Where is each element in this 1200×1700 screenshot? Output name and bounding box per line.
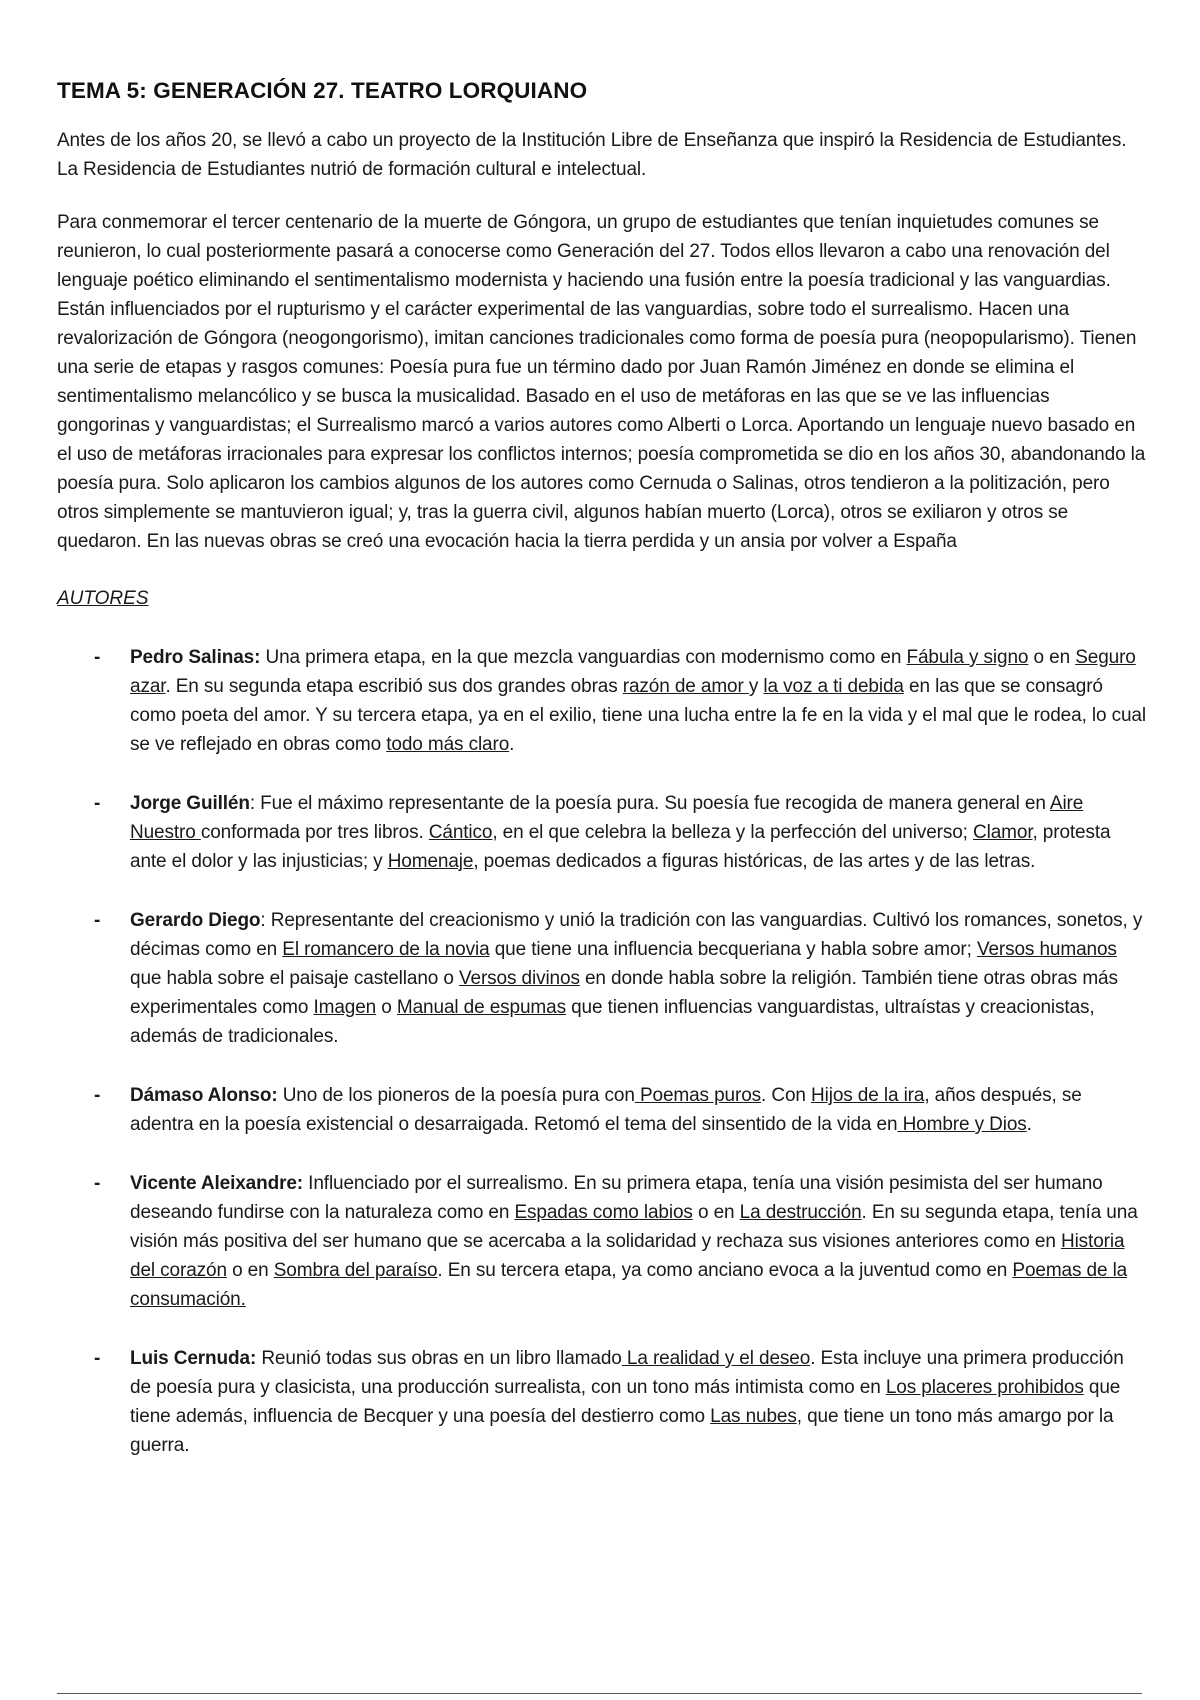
work-title: Poemas puros bbox=[634, 1085, 762, 1106]
list-bullet: - bbox=[94, 1085, 101, 1106]
author-text: que tiene una influencia becqueriana y habla sobre amor; bbox=[489, 939, 977, 960]
authors-heading: AUTORES bbox=[57, 588, 149, 609]
work-title: la voz a ti debida bbox=[763, 676, 904, 697]
work-title: Hijos de la ira bbox=[811, 1085, 925, 1106]
author-text: y bbox=[748, 676, 764, 697]
list-bullet: - bbox=[94, 1173, 101, 1194]
list-bullet: - bbox=[94, 647, 101, 668]
list-bullet: - bbox=[94, 793, 101, 814]
intro-paragraph-1: Antes de los años 20, se llevó a cabo un proyecto de la Institución Libre de Enseñanza que inspiró la Residencia de Estudiantes. La Residencia de Estudiantes nutrió de formación cultural e intelectual. bbox=[57, 130, 1127, 180]
authors-list bbox=[57, 643, 1147, 1460]
author-text: . En su segunda etapa escribió sus dos grandes obras bbox=[165, 676, 623, 697]
author-item-aleixandre bbox=[57, 1169, 1147, 1314]
author-name: Pedro Salinas: bbox=[130, 647, 261, 668]
list-bullet: - bbox=[94, 910, 101, 931]
author-text: : Representante del creacionismo y unió la tradición con las vanguardias. Cultivó los romances, sonetos, y décimas como en bbox=[130, 910, 1143, 960]
work-title: Seguro azar bbox=[130, 647, 1136, 697]
author-text: que habla sobre el paisaje castellano o bbox=[130, 968, 459, 989]
work-title: razón de amor bbox=[622, 676, 749, 697]
author-text: : Fue el máximo representante de la poesía pura. Su poesía fue recogida de manera general en bbox=[249, 793, 1050, 814]
author-text: , protesta ante el dolor y las injusticias; y bbox=[130, 822, 1111, 872]
author-text: en donde habla sobre la religión. También tiene otras obras más experimentales como bbox=[130, 968, 1118, 1018]
intro-paragraph-2: Para conmemorar el tercer centenario de la muerte de Góngora, un grupo de estudiantes que tenían inquietudes comunes se reunieron, lo cual posteriormente pasará a conocerse como Generación del 27. Todos ellos llevaron a cabo una renovación del lenguaje poético eliminando el sentimentalismo modernista y haciendo una fusión entre la poesía tradicional y las vanguardias. bbox=[57, 212, 1111, 291]
work-title: Fábula y signo bbox=[906, 647, 1029, 668]
author-item-diego bbox=[57, 906, 1147, 1051]
author-name: Jorge Guillén bbox=[130, 793, 250, 814]
author-text: , poemas dedicados a figuras históricas, de las artes y de las letras. bbox=[473, 851, 1036, 872]
author-item-cernuda bbox=[57, 1344, 1147, 1460]
work-title: Aire Nuestro bbox=[130, 793, 1084, 843]
work-title: Versos humanos bbox=[976, 939, 1117, 960]
author-text: . bbox=[1026, 1114, 1032, 1135]
author-text: Una primera etapa, en la que mezcla vanguardias con modernismo como en bbox=[260, 647, 907, 668]
author-name: Gerardo Diego bbox=[130, 910, 261, 931]
work-title: Sombra del paraíso bbox=[273, 1260, 438, 1281]
author-text: . bbox=[509, 734, 515, 755]
author-text: , años después, se adentra en la poesía existencial o desarraigada. Retomó el tema del sinsentido de la vida en bbox=[130, 1085, 1082, 1135]
document-body bbox=[57, 78, 1147, 1490]
author-name: Dámaso Alonso: bbox=[130, 1085, 278, 1106]
author-text: o en bbox=[226, 1260, 274, 1281]
work-title: Las nubes bbox=[710, 1406, 797, 1427]
intro-paragraph-3: Están influenciados por el rupturismo y el carácter experimental de las vanguardias, sobre todo el surrealismo. Hacen una revalorización de Góngora (neogongorismo), imitan canciones tradicionales como forma de poesía pura (neopopularismo). Tienen una serie de etapas y rasgos comunes: Poesía pura fue un término dado por Juan Ramón Jiménez en donde se elimina el sentimentalismo melancólico y se busca la musicalidad. Basado en el uso de metáforas en las que se ve las influencias gongorinas y vanguardistas; el Surrealismo marcó a varios autores como Alberti o Lorca. Aportando un lenguaje nuevo basado en el uso de metáforas irracionales para expresar los conflictos internos; poesía comprometida se dio en los años 30, abandonando la poesía pura. Solo aplicaron los cambios algunos de los autores como Cernuda o Salinas, otros tendieron a la politización, pero otros simplemente se mantuvieron igual; y, tras la guerra civil, algunos habían muerto (Lorca), otros se exiliaron y otros se quedaron. En las nuevas obras se creó una evocación hacia la tierra perdida y un ansia por volver a España bbox=[57, 299, 1146, 552]
author-text: que tienen influencias vanguardistas, ultraístas y creacionistas, además de tradicionales. bbox=[130, 997, 1095, 1047]
author-item-salinas bbox=[57, 643, 1147, 759]
work-title: Historia del corazón bbox=[130, 1231, 1125, 1281]
author-text: o en bbox=[1028, 647, 1076, 668]
author-item-guillen bbox=[57, 789, 1147, 876]
author-text: . En su segunda etapa, tenía una visión más positiva del ser humano que se acercaba a la solidaridad y rechaza sus visiones anteriores como en bbox=[130, 1202, 1138, 1252]
work-title: Hombre y Dios bbox=[897, 1114, 1027, 1135]
author-text: Reunió todas sus obras en un libro llamado bbox=[256, 1348, 622, 1369]
work-title: El romancero de la novia bbox=[282, 939, 490, 960]
work-title: todo más claro bbox=[386, 734, 510, 755]
author-name: Luis Cernuda: bbox=[130, 1348, 257, 1369]
work-title: Imagen bbox=[313, 997, 377, 1018]
list-bullet: - bbox=[94, 1348, 101, 1369]
author-item-alonso bbox=[57, 1081, 1147, 1139]
work-title: Homenaje bbox=[387, 851, 474, 872]
author-text: que tiene además, influencia de Becquer y una poesía del destierro como bbox=[130, 1377, 1121, 1427]
work-title: Los placeres prohibidos bbox=[885, 1377, 1084, 1398]
author-text: o en bbox=[692, 1202, 740, 1223]
author-text: Uno de los pioneros de la poesía pura con bbox=[277, 1085, 635, 1106]
page-bottom-rule bbox=[57, 1693, 1142, 1694]
author-text: , en el que celebra la belleza y la perfección del universo; bbox=[492, 822, 974, 843]
author-text: conformada por tres libros. bbox=[200, 822, 429, 843]
author-text: . En su tercera etapa, ya como anciano evoca a la juventud como en bbox=[437, 1260, 1013, 1281]
work-title: Versos divinos bbox=[459, 968, 580, 989]
work-title: Poemas de la consumación. bbox=[130, 1260, 1128, 1310]
author-name: Vicente Aleixandre: bbox=[130, 1173, 304, 1194]
author-text: Influenciado por el surrealismo. En su primera etapa, tenía una visión pesimista del ser humano deseando fundirse con la naturaleza como en bbox=[130, 1173, 1103, 1223]
work-title: La destrucción bbox=[739, 1202, 862, 1223]
author-text: . Esta incluye una primera producción de poesía pura y clasicista, una producción surrealista, con un tono más intimista como en bbox=[130, 1348, 1124, 1398]
work-title: Cántico bbox=[428, 822, 493, 843]
author-text: . Con bbox=[761, 1085, 812, 1106]
work-title: Espadas como labios bbox=[514, 1202, 693, 1223]
author-text: en las que se consagró como poeta del amor. Y su tercera etapa, ya en el exilio, tiene una lucha entre la fe en la vida y el mal que le rodea, lo cual se ve reflejado en obras como bbox=[130, 676, 1146, 755]
author-text: o bbox=[376, 997, 397, 1018]
work-title: Clamor bbox=[973, 822, 1033, 843]
work-title: Manual de espumas bbox=[396, 997, 566, 1018]
author-text: , que tiene un tono más amargo por la guerra. bbox=[130, 1406, 1114, 1456]
document-title: TEMA 5: GENERACIÓN 27. TEATRO LORQUIANO bbox=[57, 78, 588, 103]
work-title: La realidad y el deseo bbox=[621, 1348, 811, 1369]
